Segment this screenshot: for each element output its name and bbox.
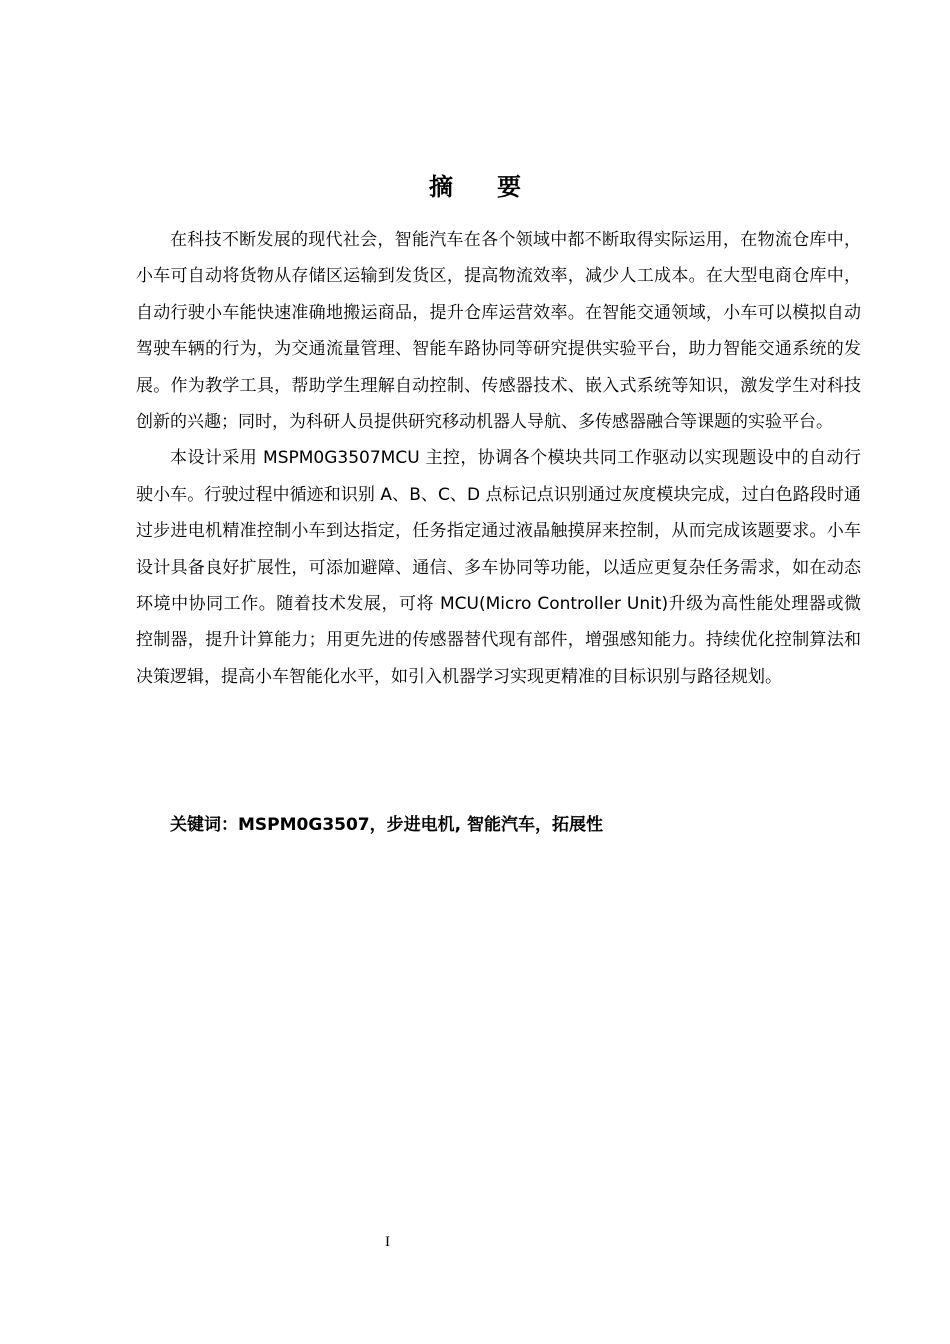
abstract-title-char-1: 摘 <box>429 173 453 201</box>
abstract-paragraph-1: 在科技不断发展的现代社会，智能汽车在各个领域中都不断取得实际运用，在物流仓库中，小车可自动将货物从存储区运输到发货区，提高物流效率，减少人工成本。在大型电商仓库中，自动行驶小车能快速准确地搬运商品，提升仓库运营效率。在智能交通领域，小车可以模拟自动驾驶车辆的行为，为交通流量管理、智能车路协同等研究提供实验平台，助力智能交通系统的发展。作为教学工具，帮助学生理解自动控制、传感器技术、嵌入式系统等知识，激发学生对科技创新的兴趣；同时，为科研人员提供研究移动机器人导航、多传感器融合等课题的实验平台。 <box>136 230 861 433</box>
abstract-paragraph-2: 本设计采用 MSPM0G3507MCU 主控，协调各个模块共同工作驱动以实现题设中的自动行驶小车。行驶过程中循迹和识别 A、B、C、D 点标记点识别通过灰度模块完成，过白色路段时通过步进电机精准控制小车到达指定，任务指定通过液晶触摸屏来控制，从而完成该题要求。小车设计具备良好扩展性，可添加避障、通信、多车协同等功能，以适应更复杂任务需求，如在动态环境中协同工作。随着技术发展，可将 MCU(Micro Controller Unit)升级为高性能处理器或微控制器，提升计算能力；用更先进的传感器替代现有部件，增强感知能力。持续优化控制算法和决策逻辑，提高小车智能化水平，如引入机器学习实现更精准的目标识别与路径规划。 <box>136 448 861 687</box>
abstract-body <box>136 222 861 695</box>
page-number: I <box>385 1234 390 1250</box>
abstract-title <box>0 170 950 204</box>
keywords-line: 关键词：MSPM0G3507，步进电机, 智能汽车，拓展性 <box>170 815 604 835</box>
abstract-title-char-2: 要 <box>497 173 521 201</box>
